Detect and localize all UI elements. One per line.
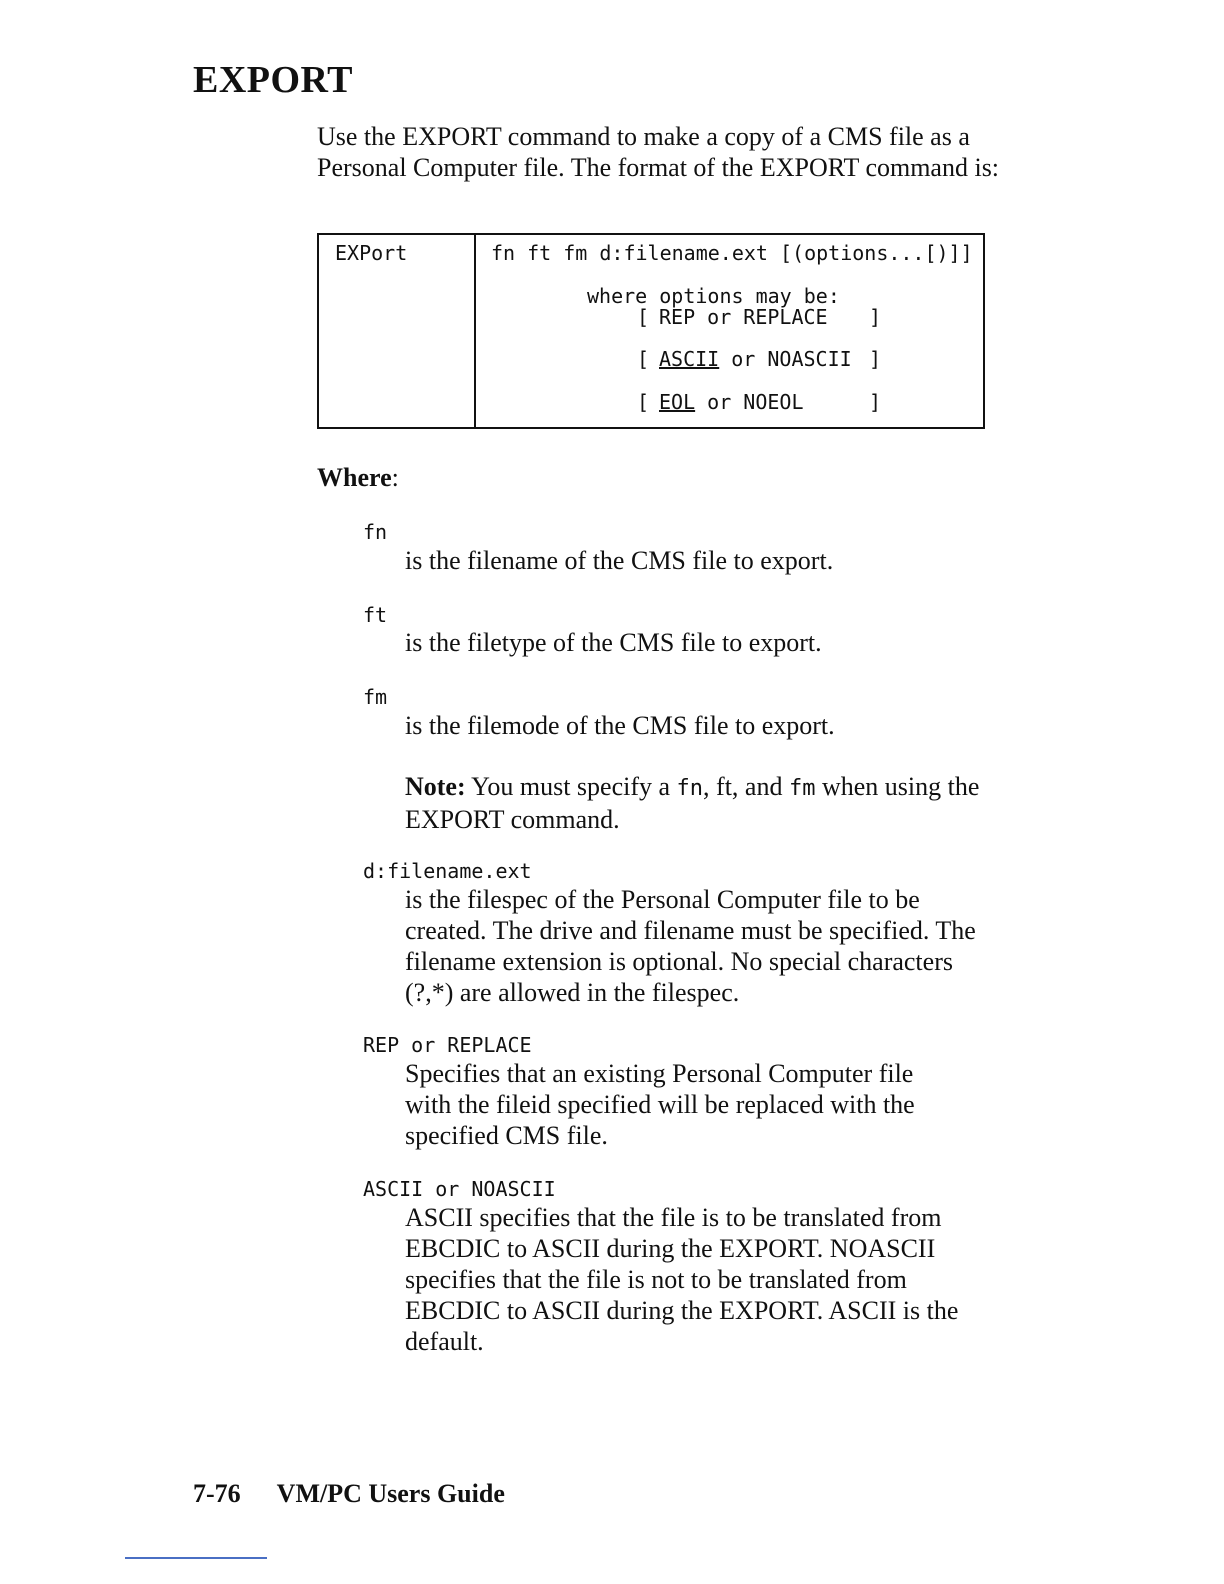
- desc-ascii-noascii: ASCII specifies that the file is to be translated from EBCDIC to ASCII during the EXPORT. NOASCII specifies that the file is not to be translated from EBCDIC to ASCII during the EXPORT. ASCII is the default.: [405, 1203, 959, 1356]
- option-second: REPLACE: [743, 305, 828, 329]
- option-text: [659, 347, 852, 371]
- intro-paragraph: Use the EXPORT command to make a copy of a CMS file as a Personal Computer file. The format of the EXPORT command is:: [317, 122, 1000, 182]
- note-pre: You must specify a: [465, 772, 677, 801]
- option-default-underlined: EOL: [659, 390, 696, 414]
- note-post: when using the EXPORT command.: [405, 772, 980, 834]
- desc-filespec: is the filespec of the Personal Computer file to be created. The drive and filename must be specified. The filename extension is optional. No special characters (?,*) are allowed in the filespec.: [405, 885, 976, 1007]
- where-word: Where: [317, 463, 392, 492]
- close-bracket: ]: [869, 305, 882, 329]
- term-filespec: d:filename.ext: [363, 859, 532, 883]
- term-ft: ft: [363, 603, 388, 627]
- option-ascii-noascii: [637, 347, 882, 373]
- open-bracket: [: [637, 347, 650, 371]
- term-rep-replace: REP or REPLACE: [363, 1033, 532, 1057]
- option-text: [659, 305, 828, 329]
- syntax-operands: fn ft fm d:filename.ext [(options...[)]]: [491, 241, 973, 265]
- desc-fn: is the filename of the CMS file to export.: [405, 546, 834, 575]
- desc-fm: is the filemode of the CMS file to export.: [405, 711, 835, 740]
- where-label: [317, 463, 399, 493]
- option-or: or: [695, 305, 744, 329]
- syntax-command: EXPort: [335, 241, 408, 265]
- note-fm: fm: [788, 776, 816, 801]
- bottom-rule: [125, 1557, 267, 1559]
- syntax-box: [317, 233, 985, 429]
- option-rep-replace: [637, 305, 882, 331]
- option-first: REP: [659, 305, 696, 329]
- note-sep: , ft, and: [703, 772, 789, 801]
- book-title: VM/PC Users Guide: [276, 1479, 505, 1508]
- page-footer: [193, 1479, 505, 1509]
- option-or: or: [695, 390, 744, 414]
- page-number: 7-76: [193, 1479, 241, 1508]
- option-second: NOEOL: [743, 390, 804, 414]
- close-bracket: ]: [869, 390, 882, 414]
- page-title: EXPORT: [193, 59, 354, 101]
- open-bracket: [: [637, 305, 650, 329]
- open-bracket: [: [637, 390, 650, 414]
- note-label: Note:: [405, 772, 466, 801]
- syntax-where-options: where options may be:: [587, 284, 840, 308]
- option-text: [659, 390, 804, 414]
- where-colon: :: [391, 463, 399, 492]
- option-or: or: [719, 347, 768, 371]
- desc-ft: is the filetype of the CMS file to export.: [405, 628, 822, 657]
- term-fm: fm: [363, 685, 388, 709]
- term-ascii-noascii: ASCII or NOASCII: [363, 1177, 556, 1201]
- note-paragraph: [405, 771, 995, 835]
- option-eol-noeol: [637, 390, 882, 416]
- term-fn: fn: [363, 520, 388, 544]
- option-default-underlined: ASCII: [659, 347, 720, 371]
- syntax-divider: [474, 235, 476, 427]
- close-bracket: ]: [869, 347, 882, 371]
- option-second: NOASCII: [767, 347, 852, 371]
- desc-rep-replace: Specifies that an existing Personal Computer file with the fileid specified will be replaced with the specified CMS file.: [405, 1059, 915, 1150]
- note-fn: fn: [676, 776, 704, 801]
